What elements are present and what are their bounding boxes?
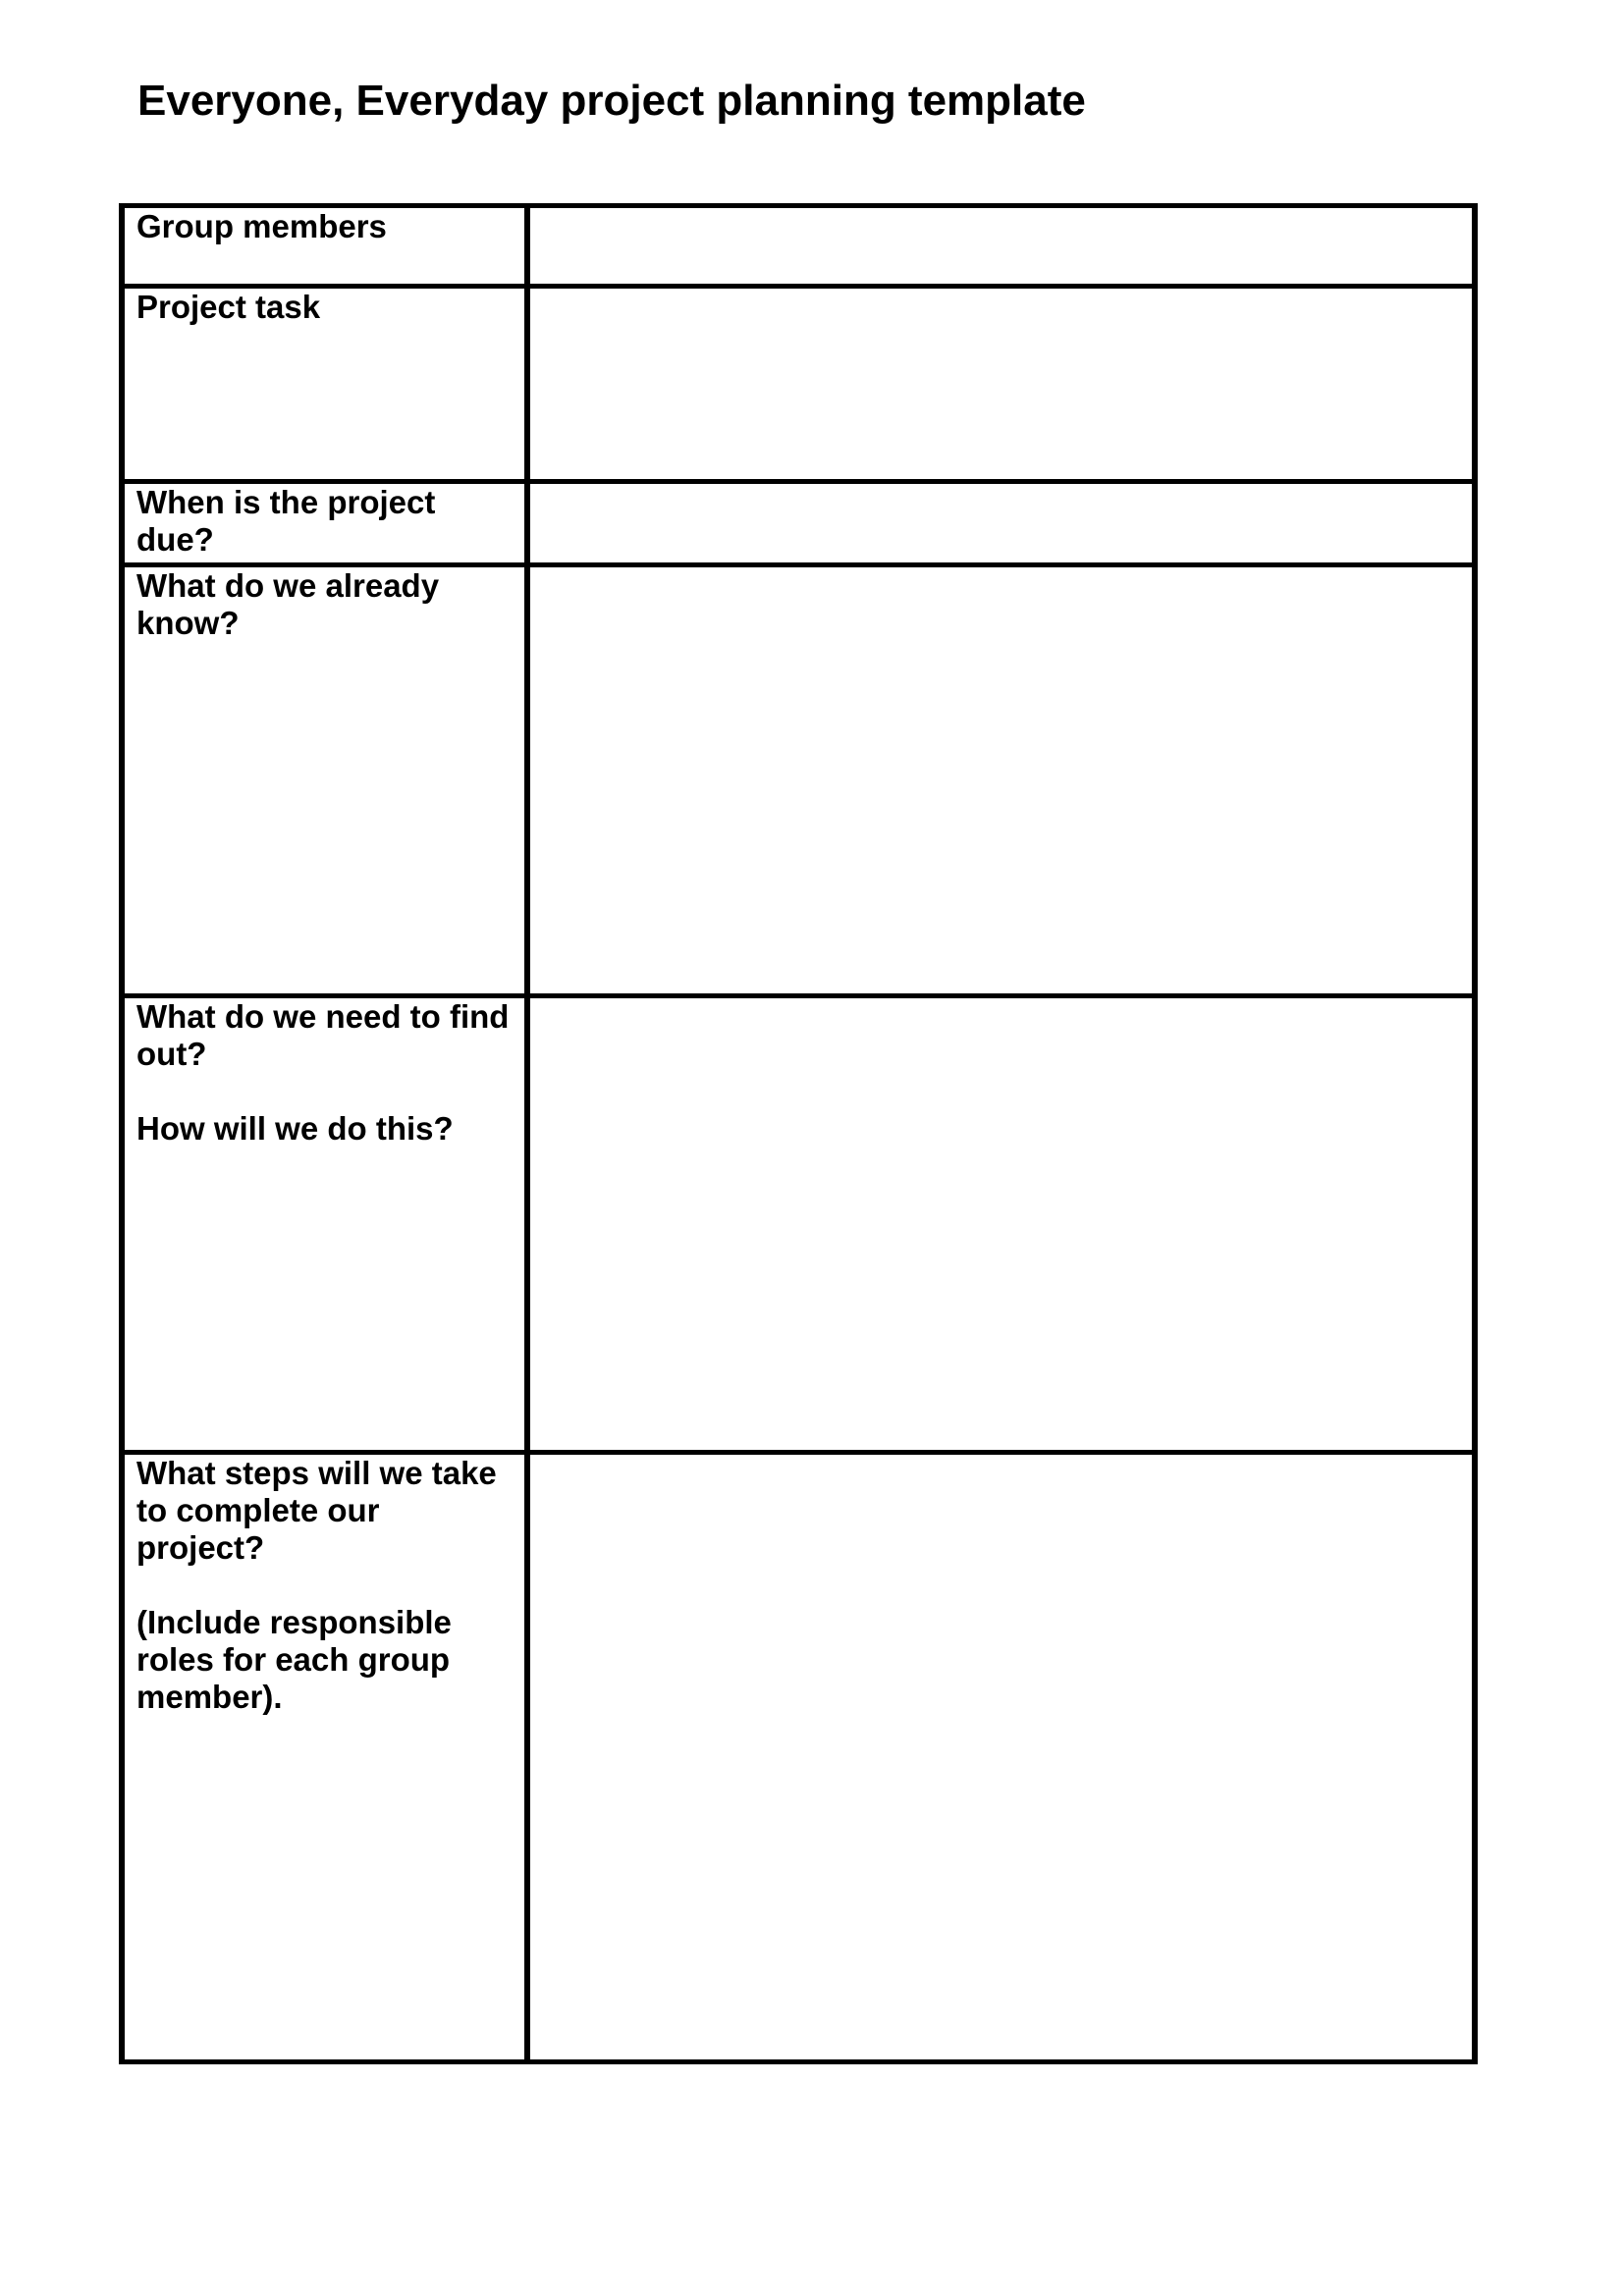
label-line: know? — [136, 605, 240, 641]
row-label — [124, 208, 524, 245]
label-line — [136, 1073, 524, 1110]
label-line: When is the project — [136, 484, 436, 520]
steps-field[interactable] — [530, 1455, 1472, 2059]
table-row-steps — [119, 1450, 1478, 2059]
label-line: What do we already — [136, 567, 440, 604]
label-line: What do we need to find — [136, 998, 510, 1035]
label-line: roles for each group — [136, 1641, 451, 1678]
row-label — [124, 567, 524, 642]
row-label — [124, 289, 524, 326]
row-label — [124, 1455, 524, 1716]
table-row-group-members — [119, 203, 1478, 284]
table-border-bottom — [119, 2059, 1478, 2064]
need-to-find-out-field[interactable] — [530, 998, 1472, 1450]
already-know-field[interactable] — [530, 567, 1472, 993]
group-members-field[interactable] — [530, 208, 1472, 284]
table-row-due-date — [119, 479, 1478, 562]
row-label — [124, 484, 524, 559]
table-row-project-task — [119, 284, 1478, 479]
table-row-need-to-find-out — [119, 993, 1478, 1450]
project-task-field[interactable] — [530, 289, 1472, 479]
label-line: What steps will we take — [136, 1455, 497, 1491]
label-line: How will we do this? — [136, 1110, 454, 1147]
label-line: (Include responsible — [136, 1604, 452, 1640]
table-row-already-know — [119, 562, 1478, 993]
label-line: to complete our — [136, 1492, 380, 1528]
label-line: project? — [136, 1529, 265, 1566]
due-date-field[interactable] — [530, 484, 1472, 562]
label-line: out? — [136, 1036, 207, 1072]
label-line — [136, 1567, 524, 1604]
label-line: due? — [136, 521, 214, 558]
label-line: member). — [136, 1679, 283, 1715]
row-label — [124, 998, 524, 1148]
planning-table — [119, 203, 1478, 2064]
label-line: Group members — [136, 208, 387, 244]
label-line: Project task — [136, 289, 321, 325]
page-title: Everyone, Everyday project planning template — [137, 77, 1086, 125]
